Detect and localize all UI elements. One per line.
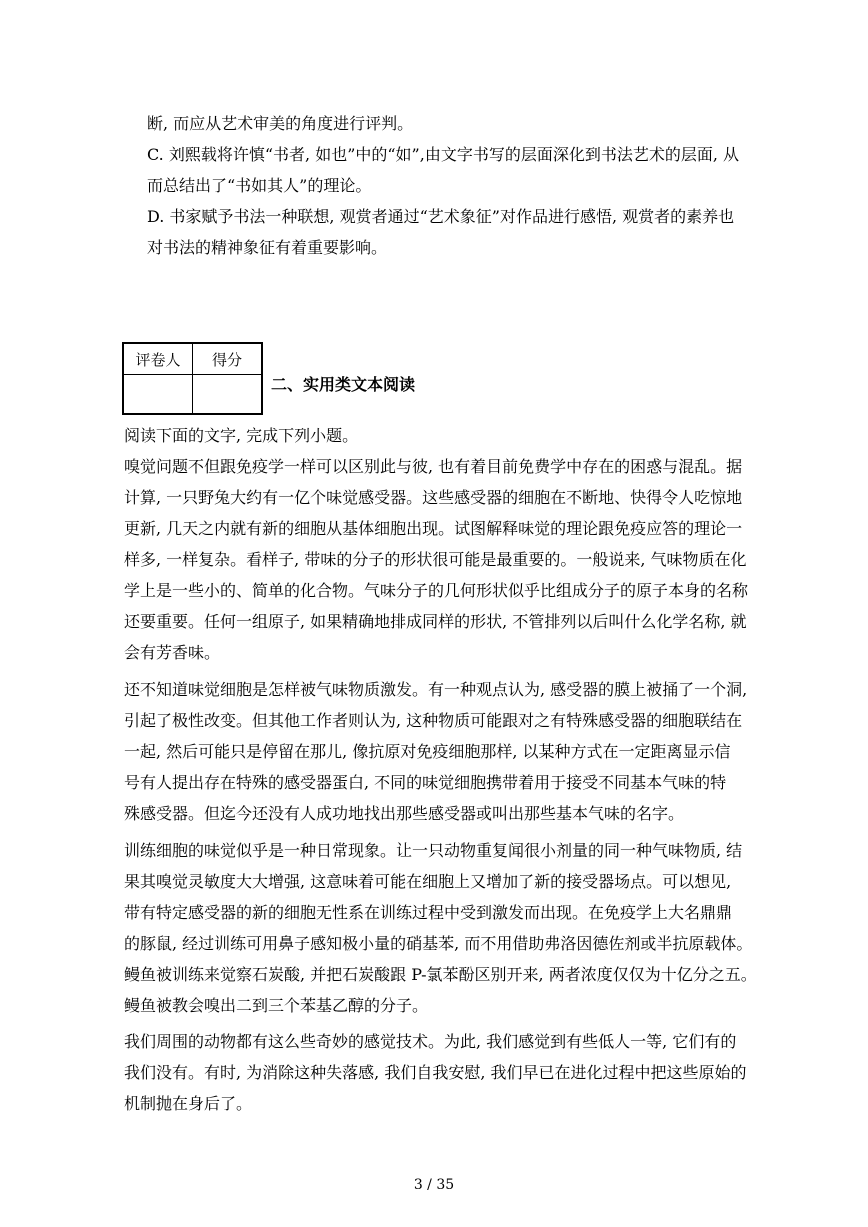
- passage-line: 更新, 几天之内就有新的细胞从基体细胞出现。试图解释味觉的理论跟免疫应答的理论一: [124, 519, 743, 538]
- passage-line: 的豚鼠, 经过训练可用鼻子感知极小量的硝基苯, 而不用借助弗洛因德佐剂或半抗原载体。: [124, 934, 753, 953]
- grader-cell: [123, 375, 193, 415]
- passage-line: 机制抛在身后了。: [124, 1094, 253, 1113]
- score-header: 得分: [193, 343, 263, 375]
- option-continuation-line: 断, 而应从艺术审美的角度进行评判。: [147, 114, 414, 133]
- passage-line: 我们没有。有时, 为消除这种失落感, 我们自我安慰, 我们早已在进化过程中把这些原始的: [124, 1063, 747, 1082]
- passage-line: 引起了极性改变。但其他工作者则认为, 这种物质可能跟对之有特殊感受器的细胞联结在: [124, 711, 743, 730]
- passage-line: 我们周围的动物都有这么些奇妙的感觉技术。为此, 我们感觉到有些低人一等, 它们有的: [124, 1032, 737, 1051]
- passage-line: 号有人提出存在特殊的感受器蛋白, 不同的味觉细胞携带着用于接受不同基本气味的特: [124, 773, 727, 792]
- passage-line: 殊感受器。但迄今还没有人成功地找出那些感受器或叫出那些基本气味的名字。: [124, 804, 685, 823]
- section-title: 二、实用类文本阅读: [271, 375, 416, 394]
- grader-score-table: [122, 342, 263, 415]
- passage-line: 会有芳香味。: [124, 643, 221, 662]
- passage-line: 鳗鱼被训练来觉察石炭酸, 并把石炭酸跟 P-氯苯酚区别开来, 两者浓度仅仅为十亿分之五。: [124, 965, 757, 984]
- passage-line: 果其嗅觉灵敏度大大增强, 这意味着可能在细胞上又增加了新的接受器场点。可以想见,: [124, 872, 732, 891]
- passage-line: 还要重要。任何一组原子, 如果精确地排成同样的形状, 不管排列以后叫什么化学名称, 就: [124, 612, 747, 631]
- passage-line: 嗅觉问题不但跟免疫学一样可以区别此与彼, 也有着目前免费学中存在的困惑与混乱。据: [124, 457, 743, 476]
- passage-line: 训练细胞的味觉似乎是一种日常现象。让一只动物重复闻很小剂量的同一种气味物质, 结: [124, 841, 743, 860]
- page-separator: /: [422, 1177, 437, 1193]
- passage-line: 样多, 一样复杂。看样子, 带味的分子的形状很可能是最重要的。一般说来, 气味物质在化: [124, 550, 747, 569]
- passage-paragraph-4: [124, 1026, 748, 1119]
- passage-line: 还不知道味觉细胞是怎样被气味物质激发。有一种观点认为, 感受器的膜上被捅了一个洞,: [124, 680, 748, 699]
- option-d-line-1: D. 书家赋予书法一种联想, 观赏者通过“艺术象征”对作品进行感悟, 观赏者的素养也: [147, 207, 735, 226]
- passage-paragraph-2: [124, 674, 748, 829]
- passage-paragraph-1: [124, 451, 748, 668]
- passage-line: 计算, 一只野兔大约有一亿个味觉感受器。这些感受器的细胞在不断地、快得令人吃惊地: [124, 488, 743, 507]
- option-c-line-1: C. 刘熙载将许慎“书者, 如也”中的“如”,由文字书写的层面深化到书法艺术的层面, 从: [147, 145, 739, 164]
- option-c-line-2: 而总结出了“书如其人”的理论。: [147, 176, 372, 195]
- passage-line: 一起, 然后可能只是停留在那儿, 像抗原对免疫细胞那样, 以某种方式在一定距离显示信: [124, 742, 731, 761]
- passage-line: 学上是一些小的、简单的化合物。气味分子的几何形状似乎比组成分子的原子本身的名称: [124, 581, 749, 600]
- grader-header: 评卷人: [123, 343, 193, 375]
- total-pages: 35: [436, 1177, 455, 1193]
- score-cell: [193, 375, 263, 415]
- passage-line: 鳗鱼被教会嗅出二到三个苯基乙醇的分子。: [124, 996, 429, 1015]
- passage-paragraph-3: [124, 835, 757, 1021]
- option-d-line-2: 对书法的精神象征有着重要影响。: [147, 238, 388, 257]
- passage-line: 带有特定感受器的新的细胞无性系在训练过程中受到激发而出现。在免疫学上大名鼎鼎: [124, 903, 733, 922]
- current-page: 3: [413, 1177, 423, 1193]
- page-number: [0, 1177, 868, 1193]
- reading-instruction: 阅读下面的文字, 完成下列小题。: [124, 426, 359, 445]
